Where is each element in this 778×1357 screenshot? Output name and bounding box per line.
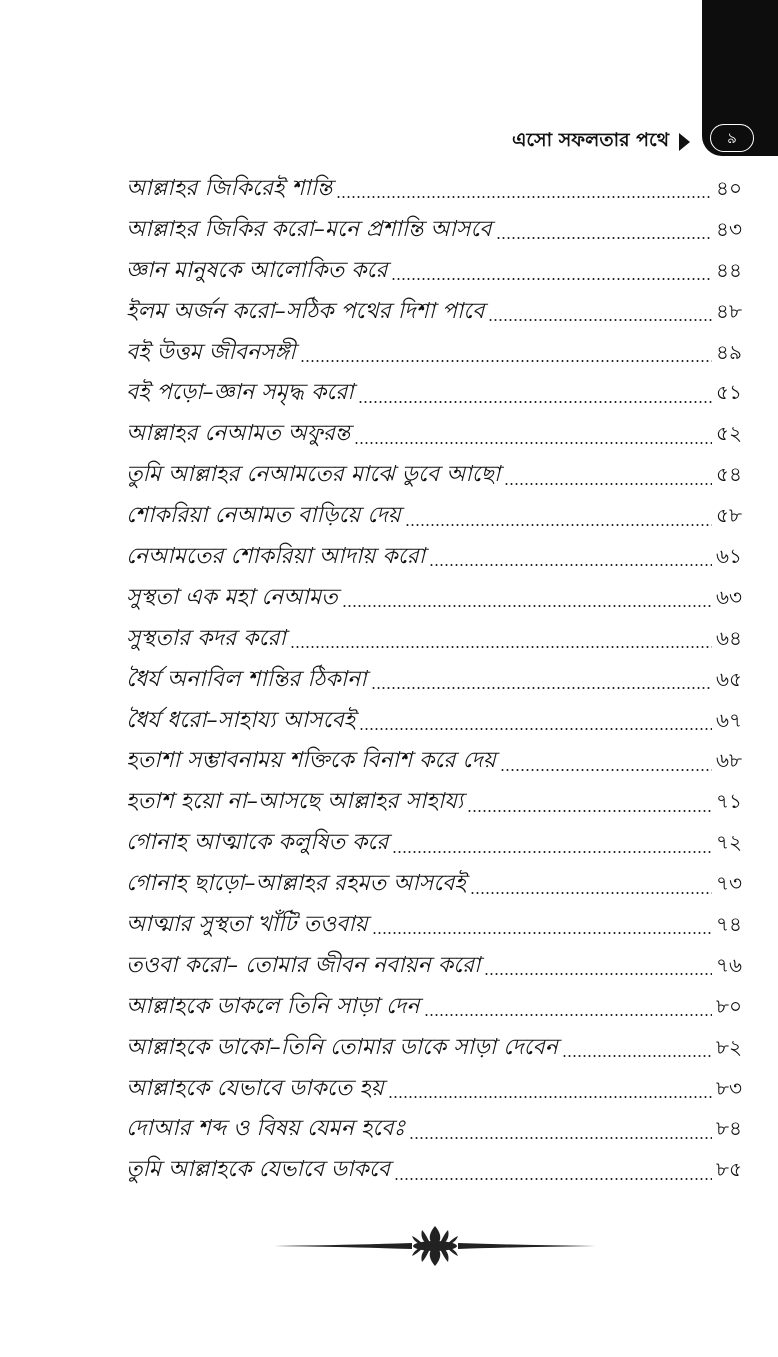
toc-entry[interactable] [126, 454, 742, 495]
toc-entry[interactable] [126, 250, 742, 291]
toc-entry-title: বই পড়ো–জ্ঞান সমৃদ্ধ করো [126, 380, 354, 406]
toc-entry[interactable] [126, 495, 742, 536]
toc-entry-title: তওবা করো– তোমার জীবন নবায়ন করো [126, 952, 481, 978]
dot-leader [504, 483, 712, 485]
toc-entry-title: সুস্থতার কদর করো [126, 625, 286, 651]
dot-leader [290, 646, 712, 648]
dot-leader [336, 196, 712, 198]
toc-entry[interactable] [126, 413, 742, 454]
running-title: এসো সফলতার পথে [511, 129, 669, 151]
toc-entry[interactable] [126, 536, 742, 577]
dot-leader [354, 442, 712, 444]
toc-entry[interactable] [126, 1027, 742, 1068]
toc-entry-page: ৭২ [715, 830, 742, 855]
dot-leader [358, 401, 712, 403]
toc-entry[interactable] [126, 700, 742, 741]
toc-entry[interactable] [126, 945, 742, 986]
toc-entry[interactable] [126, 1108, 742, 1149]
toc-entry-page: ৫৪ [716, 462, 742, 487]
toc-entry-page: ৮২ [716, 1034, 742, 1059]
toc-entry-page: ৬৪ [716, 625, 742, 650]
toc-entry-title: ধৈর্য অনাবিল শান্তির ঠিকানা [126, 666, 367, 692]
toc-entry-title: সুস্থতা এক মহা নেআমত [126, 584, 338, 610]
toc-entry-page: ৮৫ [716, 1157, 742, 1182]
dot-leader [500, 769, 712, 771]
toc-entry-page: ৪৩ [716, 216, 742, 241]
toc-entry-title: আল্লাহর জিকির করো–মনে প্রশান্তি আসবে [126, 216, 492, 242]
dot-leader [342, 605, 712, 607]
dot-leader [467, 810, 712, 812]
toc-entry[interactable] [126, 372, 742, 413]
dot-leader [562, 1055, 712, 1057]
toc-entry-title: শোকরিয়া নেআমত বাড়িয়ে দেয় [126, 503, 401, 529]
toc-entry[interactable] [126, 291, 742, 332]
dot-leader [300, 360, 713, 362]
toc-entry-page: ৪৯ [716, 339, 742, 364]
toc-entry-title: আত্মার সুস্থতা খাঁটি তওবায় [126, 912, 368, 938]
toc-entry-title: আল্লাহকে যেভাবে ডাকতে হয় [126, 1075, 384, 1101]
toc-entry[interactable] [126, 209, 742, 250]
toc-entry[interactable] [126, 332, 742, 373]
page-number: ৯ [710, 124, 754, 152]
toc-entry[interactable] [126, 740, 742, 781]
toc-entry-page: ৪০ [716, 176, 742, 200]
toc-entry[interactable] [126, 1068, 742, 1109]
ornament-divider-icon [272, 1222, 598, 1270]
toc-entry-page: ৫৮ [716, 503, 742, 528]
toc-entry[interactable] [126, 577, 742, 618]
toc-entry-page: ৬৮ [716, 748, 742, 773]
dot-leader [388, 1096, 712, 1098]
dot-leader [394, 1178, 712, 1180]
dot-leader [496, 237, 712, 239]
toc-entry-page: ৬৭ [715, 707, 742, 732]
toc-entry-page: ৮৪ [716, 1116, 742, 1141]
toc-entry-page: ৫২ [716, 421, 742, 446]
dot-leader [470, 892, 712, 894]
dot-leader [488, 319, 712, 321]
triangle-right-icon [679, 133, 690, 151]
toc-entry-page: ৭৬ [715, 952, 742, 977]
toc-entry[interactable] [126, 1149, 742, 1190]
toc-entry-title: তুমি আল্লাহকে যেভাবে ডাকবে [126, 1157, 390, 1183]
toc-entry-title: আল্লাহর জিকিরেই শান্তি [126, 176, 333, 201]
toc-entry-title: হতাশা সম্ভাবনাময় শক্তিকে বিনাশ করে দেয় [126, 748, 496, 774]
toc-entry-title: দোআর শব্দ ও বিষয় যেমন হবেঃ [126, 1116, 406, 1142]
dot-leader [484, 973, 712, 975]
toc-entry-title: তুমি আল্লাহর নেআমতের মাঝে ডুবে আছো [126, 462, 501, 488]
dot-leader [409, 1137, 712, 1139]
running-header [512, 126, 690, 158]
toc-entry[interactable] [126, 822, 742, 863]
dot-leader [392, 851, 712, 853]
dot-leader [405, 524, 712, 526]
toc-entry-page: ৭১ [716, 789, 742, 814]
toc-entry-title: বই উত্তম জীবনসঙ্গী [126, 339, 296, 365]
toc-entry[interactable] [126, 904, 742, 945]
toc-entry[interactable] [126, 168, 742, 209]
toc-entry-title: ধৈর্য ধরো–সাহায্য আসবেই [126, 707, 356, 733]
dot-leader [359, 728, 712, 730]
toc-entry-page: ৬১ [716, 544, 742, 569]
toc-entry-page: ৭৪ [716, 912, 742, 937]
toc-entry-page: ৮৩ [716, 1075, 742, 1100]
toc-entry-page: ৬৩ [715, 584, 742, 609]
toc-entry-page: ৫১ [716, 380, 742, 405]
toc-entry-title: নেআমতের শোকরিয়া আদায় করো [126, 544, 426, 570]
toc-entry-title: ইলম অর্জন করো–সঠিক পথের দিশা পাবে [126, 298, 485, 324]
toc-entry-title: আল্লাহকে ডাকলে তিনি সাড়া দেন [126, 993, 420, 1019]
dot-leader [424, 1014, 713, 1016]
toc-entry-page: ৭৩ [715, 871, 742, 896]
dot-leader [371, 687, 712, 689]
toc-entry[interactable] [126, 986, 742, 1027]
toc-entry-title: জ্ঞান মানুষকে আলোকিত করে [126, 257, 388, 283]
toc-entry-page: ৬৫ [716, 666, 742, 691]
toc-entry-page: ৪৪ [716, 257, 742, 282]
dot-leader [391, 278, 712, 280]
toc-entry-title: আল্লাহকে ডাকো–তিনি তোমার ডাকে সাড়া দেবেন [126, 1034, 558, 1060]
toc-entry-title: হতাশ হয়ো না–আসছে আল্লাহর সাহায্য [126, 789, 464, 815]
toc-entry[interactable] [126, 781, 742, 822]
toc-entry[interactable] [126, 659, 742, 700]
toc-entry-title: গোনাহ ছাড়ো–আল্লাহর রহমত আসবেই [126, 871, 466, 897]
toc-entry-title: গোনাহ আত্মাকে কলুষিত করে [126, 830, 389, 856]
dot-leader [372, 932, 712, 934]
table-of-contents [126, 168, 742, 1190]
toc-entry-page: ৮০ [716, 993, 742, 1018]
toc-entry-page: ৪৮ [716, 298, 742, 323]
toc-entry-title: আল্লাহর নেআমত অফুরন্ত [126, 421, 351, 447]
dot-leader [429, 564, 712, 566]
toc-entry[interactable] [126, 618, 742, 659]
toc-entry[interactable] [126, 863, 742, 904]
